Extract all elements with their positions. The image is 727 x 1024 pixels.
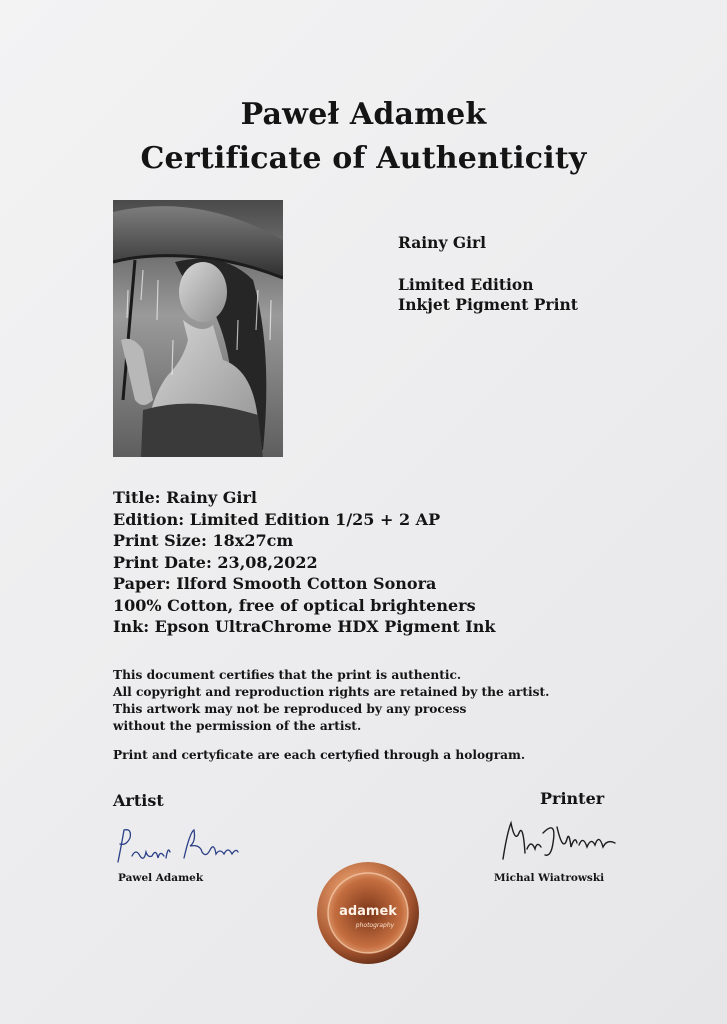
authenticity-notice bbox=[113, 667, 549, 735]
printer-name: Michal Wiatrowski bbox=[494, 872, 605, 884]
certificate-header bbox=[0, 93, 727, 181]
artist-heading: Paweł Adamek bbox=[240, 97, 487, 132]
printer-signature bbox=[497, 813, 622, 868]
artist-signature bbox=[110, 822, 245, 872]
detail-paper: Paper: Ilford Smooth Cotton Sonora bbox=[113, 574, 437, 593]
notice-line: This document certifies that the print is authentic. bbox=[113, 668, 462, 682]
hologram-note: Print and certyficate are each certyfied through a hologram. bbox=[113, 748, 526, 762]
artwork-summary bbox=[398, 233, 578, 315]
print-type: Inkjet Pigment Print bbox=[398, 295, 578, 314]
detail-print-size: Print Size: 18x27cm bbox=[113, 531, 294, 550]
detail-print-date: Print Date: 23,08,2022 bbox=[113, 552, 318, 572]
certificate-title: Certificate of Authenticity bbox=[140, 141, 587, 176]
detail-edition: Edition: Limited Edition 1/25 + 2 AP bbox=[113, 509, 441, 529]
notice-line: This artwork may not be reproduced by any process bbox=[113, 702, 467, 716]
edition-type: Limited Edition bbox=[398, 275, 534, 294]
hologram-seal bbox=[315, 860, 421, 966]
seal-brand: adamek bbox=[339, 904, 397, 919]
detail-title: Title: Rainy Girl bbox=[113, 488, 257, 507]
printer-label: Printer bbox=[540, 789, 605, 808]
artist-label: Artist bbox=[113, 791, 164, 810]
artwork-photo bbox=[113, 200, 283, 457]
seal-subtitle: photography bbox=[355, 922, 395, 929]
notice-line: All copyright and reproduction rights are retained by the artist. bbox=[113, 685, 550, 699]
detail-ink: Ink: Epson UltraChrome HDX Pigment Ink bbox=[113, 617, 496, 636]
artwork-name: Rainy Girl bbox=[398, 233, 487, 252]
print-details bbox=[113, 487, 496, 638]
notice-line: without the permission of the artist. bbox=[113, 719, 362, 733]
artist-name: Pawel Adamek bbox=[118, 872, 204, 884]
detail-paper-composition: 100% Cotton, free of optical brighteners bbox=[113, 595, 476, 615]
rainy-girl-image bbox=[113, 200, 283, 457]
